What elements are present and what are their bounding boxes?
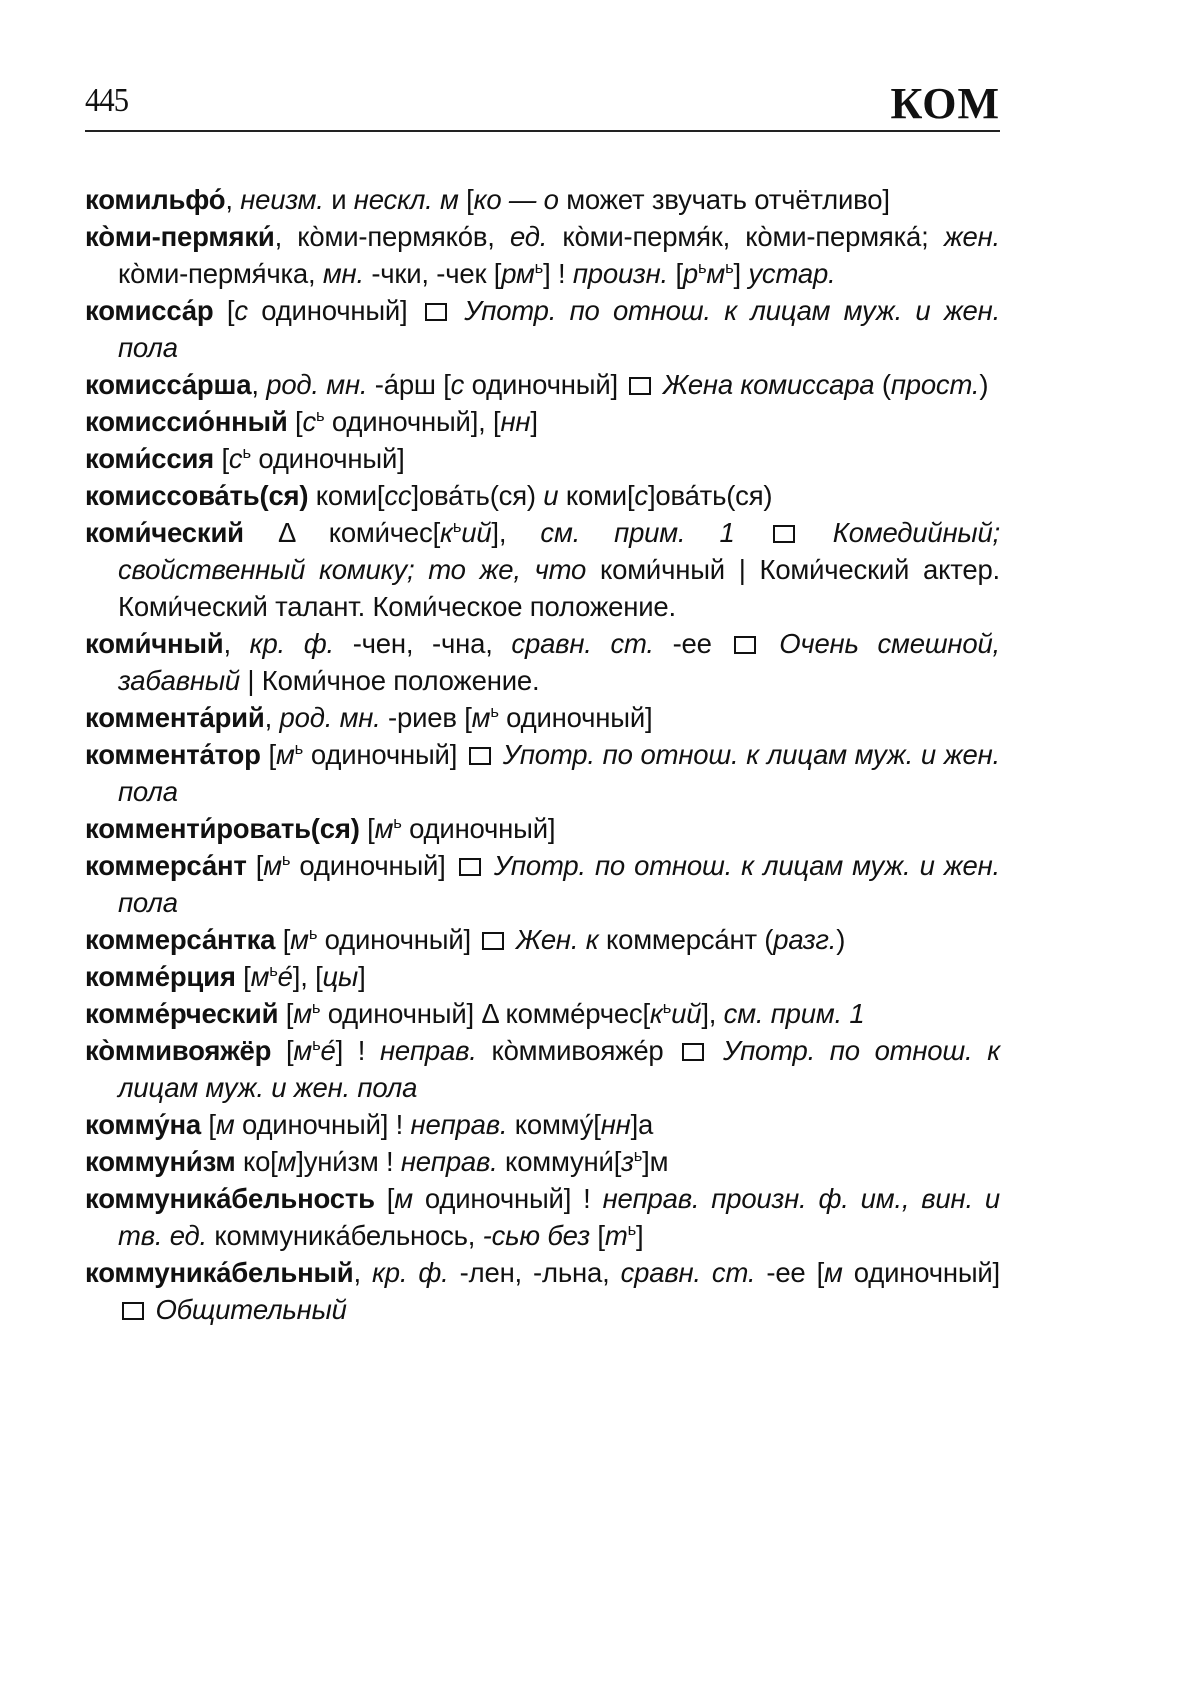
headword: коммуника́бельный — [85, 1257, 354, 1288]
square-box-icon — [682, 1043, 704, 1061]
square-box-icon — [629, 377, 651, 395]
entry-text: одиночный] — [290, 850, 455, 881]
entry-text: [ — [260, 739, 276, 770]
dictionary-entry — [85, 921, 1000, 958]
italic-label: ед. — [509, 221, 548, 252]
entry-text: -ее [ — [755, 1257, 825, 1288]
softness-mark: ь — [698, 259, 707, 278]
square-box-icon — [122, 1302, 144, 1320]
dictionary-entry — [85, 736, 1000, 810]
entry-text: одиночный] ! — [412, 1183, 603, 1214]
running-head — [85, 78, 1000, 130]
italic-label: м — [293, 1035, 313, 1066]
italic-label: нн — [600, 1109, 631, 1140]
entry-text: коми[ — [558, 480, 635, 511]
italic-label: м — [824, 1257, 843, 1288]
italic-label: см. прим. 1 — [723, 998, 865, 1029]
italic-label: Употр. по отнош. к лицам муж. и жен. пола — [118, 850, 1000, 918]
entry-list — [85, 181, 1000, 1328]
italic-label: цы — [322, 961, 359, 992]
softness-mark: ь — [316, 407, 325, 426]
italic-label: неправ. — [379, 1035, 477, 1066]
entry-text: [ — [235, 961, 251, 992]
page-number: 445 — [85, 82, 129, 119]
softness-mark: ь — [294, 740, 304, 759]
italic-label: ко — о — [473, 184, 559, 215]
italic-label: с — [234, 295, 248, 326]
headword: комиссио́нный — [85, 406, 288, 437]
entry-text: [ — [668, 258, 683, 289]
entry-text: ( — [874, 369, 891, 400]
entry-text: одиночный] — [317, 924, 479, 955]
italic-label: жен. — [943, 221, 1000, 252]
entry-text: ] — [358, 961, 366, 992]
dictionary-entry — [85, 958, 1000, 995]
italic-label: см. прим. 1 — [540, 517, 735, 548]
italic-label: с — [302, 406, 317, 437]
entry-text: [ — [278, 998, 294, 1029]
dictionary-entry — [85, 1032, 1000, 1106]
italic-label: м — [263, 850, 282, 881]
entry-text: [ — [589, 1220, 605, 1251]
entry-text: ], — [491, 517, 541, 548]
italic-label: Употр. по отнош. к лицам муж. и жен. пола — [118, 295, 1001, 363]
softness-mark: ь — [662, 999, 672, 1018]
headword: коми́чный — [85, 628, 224, 659]
entry-text: -ее — [653, 628, 731, 659]
entry-text: ]уни́зм ! — [296, 1146, 401, 1177]
entry-text: , — [353, 1257, 372, 1288]
italic-label: Комедийный; свойственный комику; то же, что — [118, 517, 1000, 585]
entry-text: , ко̀ми-пермяко́в, — [274, 221, 510, 252]
italic-label: к — [649, 998, 663, 1029]
headword: комме́рческий — [85, 998, 279, 1029]
softness-mark: ь — [393, 814, 402, 833]
headword: ко̀ми-пермяки́ — [85, 221, 275, 252]
italic-label: род. мн. — [279, 702, 381, 733]
dictionary-entry — [85, 995, 1000, 1032]
entry-text: одиночный], [ — [324, 406, 501, 437]
entry-text: одиночный] — [303, 739, 465, 770]
italic-label: род. мн. — [266, 369, 368, 400]
square-box-icon — [459, 858, 481, 876]
entry-text: коммуника́бельнось, — [206, 1220, 483, 1251]
italic-label: м — [215, 1109, 235, 1140]
entry-text — [735, 517, 769, 548]
italic-label: м — [394, 1183, 413, 1214]
entry-text: -риев [ — [380, 702, 472, 733]
entry-text: одиночный] — [250, 443, 405, 474]
entry-text: [ — [213, 295, 235, 326]
headword: коммерса́нт — [85, 850, 247, 881]
italic-label: нн — [500, 406, 531, 437]
italic-label: р — [682, 258, 699, 289]
headword: коми́ссия — [85, 443, 215, 474]
headword: комисса́рша — [85, 369, 252, 400]
entry-text: ] ! — [335, 1035, 380, 1066]
italic-label: ий — [671, 998, 702, 1029]
italic-label: Употр. по отнош. к лицам муж. и жен. пола — [118, 1035, 1000, 1103]
italic-label: и — [543, 480, 559, 511]
italic-label: ий — [461, 517, 492, 548]
italic-label: м — [277, 1146, 297, 1177]
dictionary-entry — [85, 477, 1000, 514]
entry-text: [ — [271, 1035, 294, 1066]
entry-text: Δ коми́чес[ — [243, 517, 441, 548]
entry-text: может звучать отчётливо] — [558, 184, 890, 215]
italic-label: неправ. — [410, 1109, 508, 1140]
entry-text: комму́[ — [507, 1109, 601, 1140]
entry-text: ко̀ми-пермя́к, ко̀ми-пермяка́; — [547, 221, 944, 252]
italic-label: сс — [384, 480, 412, 511]
entry-text: [ — [287, 406, 303, 437]
entry-text: одиночный] — [842, 1257, 1000, 1288]
italic-label: произн. — [572, 258, 669, 289]
entry-text: одиночный] ! — [234, 1109, 411, 1140]
italic-label: кр. ф. — [372, 1257, 449, 1288]
entry-text: [ — [246, 850, 264, 881]
italic-label: прост. — [890, 369, 980, 400]
italic-label: м — [374, 813, 394, 844]
italic-label: Жена комиссара — [655, 369, 875, 400]
softness-mark: ь — [490, 703, 499, 722]
dictionary-entry — [85, 1254, 1000, 1328]
italic-label: з — [621, 1146, 634, 1177]
entry-text: [ — [214, 443, 229, 474]
entry-text: коми́чный | Коми́ческий актер. Коми́ческий талант. Коми́ческое положение. — [118, 554, 1000, 622]
softness-mark: ь — [308, 925, 318, 944]
italic-label: неизм. — [240, 184, 324, 215]
entry-text: ) — [836, 924, 846, 955]
headword: коммента́рий — [85, 702, 265, 733]
dictionary-entry — [85, 218, 1000, 292]
entry-text: [ — [359, 813, 375, 844]
italic-label: устар. — [748, 258, 836, 289]
italic-label: неправ. произн. ф. им., вин. и тв. ед. — [118, 1183, 1000, 1251]
dictionary-entry — [85, 810, 1000, 847]
italic-label: м — [275, 739, 295, 770]
square-box-icon — [734, 636, 756, 654]
entry-text: коми[ — [308, 480, 385, 511]
entry-text: ]м — [642, 1146, 669, 1177]
headword: комиссова́ть(ся) — [85, 480, 309, 511]
entry-text: [ — [200, 1109, 216, 1140]
entry-text: , — [264, 702, 280, 733]
softness-mark: ь — [281, 851, 291, 870]
dictionary-entry — [85, 1180, 1000, 1254]
entry-text: [ — [374, 1183, 395, 1214]
dictionary-entry — [85, 366, 1000, 403]
square-box-icon — [425, 303, 447, 321]
dictionary-entry — [85, 181, 1000, 218]
italic-label: е́ — [320, 1035, 336, 1066]
italic-label: Употр. по отнош. к лицам муж. и жен. пола — [118, 739, 1000, 807]
entry-text: одиночный] — [247, 295, 421, 326]
italic-label: к — [440, 517, 453, 548]
entry-text: ) — [979, 369, 989, 400]
guide-word: КОМ — [890, 79, 1000, 128]
headword: коммента́тор — [85, 739, 261, 770]
softness-mark: ь — [242, 444, 251, 463]
header-rule — [85, 130, 1000, 132]
italic-label: нескл. м — [353, 184, 459, 215]
dictionary-entry — [85, 292, 1000, 366]
entry-text: , — [251, 369, 267, 400]
entry-text: | Коми́чное положение. — [239, 665, 540, 696]
headword: коммерса́нтка — [85, 924, 276, 955]
softness-mark: ь — [269, 962, 278, 981]
italic-label: Жен. к — [508, 924, 599, 955]
entry-text: ко̀ми-пермя́чка, — [118, 258, 323, 289]
softness-mark: ь — [627, 1221, 636, 1240]
dictionary-entry — [85, 514, 1000, 625]
italic-label: сравн. ст. — [620, 1257, 756, 1288]
headword: комме́рция — [85, 961, 236, 992]
entry-text: ]ова́ть(ся) — [411, 480, 544, 511]
entry-text: ]ова́ть(ся) — [647, 480, 773, 511]
italic-label: с — [450, 369, 465, 400]
italic-label: е́ — [277, 961, 293, 992]
italic-label: с — [634, 480, 648, 511]
headword: коммуни́зм — [85, 1146, 236, 1177]
italic-label: т — [604, 1220, 628, 1251]
italic-label: м — [250, 961, 270, 992]
entry-text: ] — [635, 1220, 644, 1251]
italic-label: м — [290, 924, 309, 955]
entry-text: одиночный] Δ комме́рчес[ — [320, 998, 650, 1029]
italic-label: Общительный — [148, 1294, 347, 1325]
italic-label: -сью без — [482, 1220, 590, 1251]
softness-mark: ь — [312, 1036, 321, 1055]
italic-label: мн. — [322, 258, 364, 289]
italic-label: рм — [501, 258, 535, 289]
entry-text: -а́рш [ — [367, 369, 451, 400]
softness-mark: ь — [311, 999, 321, 1018]
dictionary-entry — [85, 847, 1000, 921]
entry-text: [ — [458, 184, 474, 215]
entry-text: и — [323, 184, 354, 215]
softness-mark: ь — [534, 259, 544, 278]
entry-text: ]а — [630, 1109, 654, 1140]
square-box-icon — [773, 525, 795, 543]
dictionary-entry — [85, 440, 1000, 477]
italic-label: Очень смешной, забавный — [118, 628, 1000, 696]
headword: комисса́р — [85, 295, 214, 326]
dictionary-entry — [85, 699, 1000, 736]
entry-text: -чки, -чек [ — [363, 258, 502, 289]
entry-text: ] ! — [543, 258, 573, 289]
entry-text: ], — [701, 998, 724, 1029]
entry-text: одиночный] — [498, 702, 653, 733]
entry-text: одиночный] — [464, 369, 626, 400]
headword: комильфо́ — [85, 184, 226, 215]
headword: коми́ческий — [85, 517, 244, 548]
italic-label: кр. ф. — [249, 628, 334, 659]
softness-mark: ь — [725, 259, 734, 278]
entry-text: ко̀ммивояже́р — [476, 1035, 679, 1066]
softness-mark: ь — [633, 1147, 643, 1166]
entry-text: ко[ — [235, 1146, 278, 1177]
headword: ко̀ммивояжёр — [85, 1035, 272, 1066]
headword: комму́на — [85, 1109, 201, 1140]
entry-text: одиночный] — [401, 813, 556, 844]
headword: коммуника́бельность — [85, 1183, 375, 1214]
italic-label: сравн. ст. — [511, 628, 654, 659]
square-box-icon — [482, 932, 504, 950]
entry-text: [ — [275, 924, 291, 955]
italic-label: м — [293, 998, 312, 1029]
italic-label: неправ. — [400, 1146, 498, 1177]
italic-label: разг. — [773, 924, 837, 955]
headword: комменти́ровать(ся) — [85, 813, 360, 844]
entry-text: коммерса́нт ( — [598, 924, 774, 955]
italic-label: с — [228, 443, 243, 474]
entry-text: -лен, -льна, — [448, 1257, 621, 1288]
dictionary-entry — [85, 625, 1000, 699]
entry-text: , — [225, 184, 241, 215]
entry-text: ], [ — [292, 961, 323, 992]
dictionary-entry — [85, 1106, 1000, 1143]
dictionary-entry — [85, 403, 1000, 440]
softness-mark: ь — [452, 518, 462, 537]
entry-text: -чен, -чна, — [333, 628, 512, 659]
square-box-icon — [469, 747, 491, 765]
entry-text: коммуни́[ — [497, 1146, 622, 1177]
italic-label: м — [471, 702, 491, 733]
italic-label: м — [706, 258, 726, 289]
entry-text: ] — [733, 258, 749, 289]
entry-text: ] — [530, 406, 538, 437]
entry-text: , — [223, 628, 250, 659]
dictionary-entry — [85, 1143, 1000, 1180]
